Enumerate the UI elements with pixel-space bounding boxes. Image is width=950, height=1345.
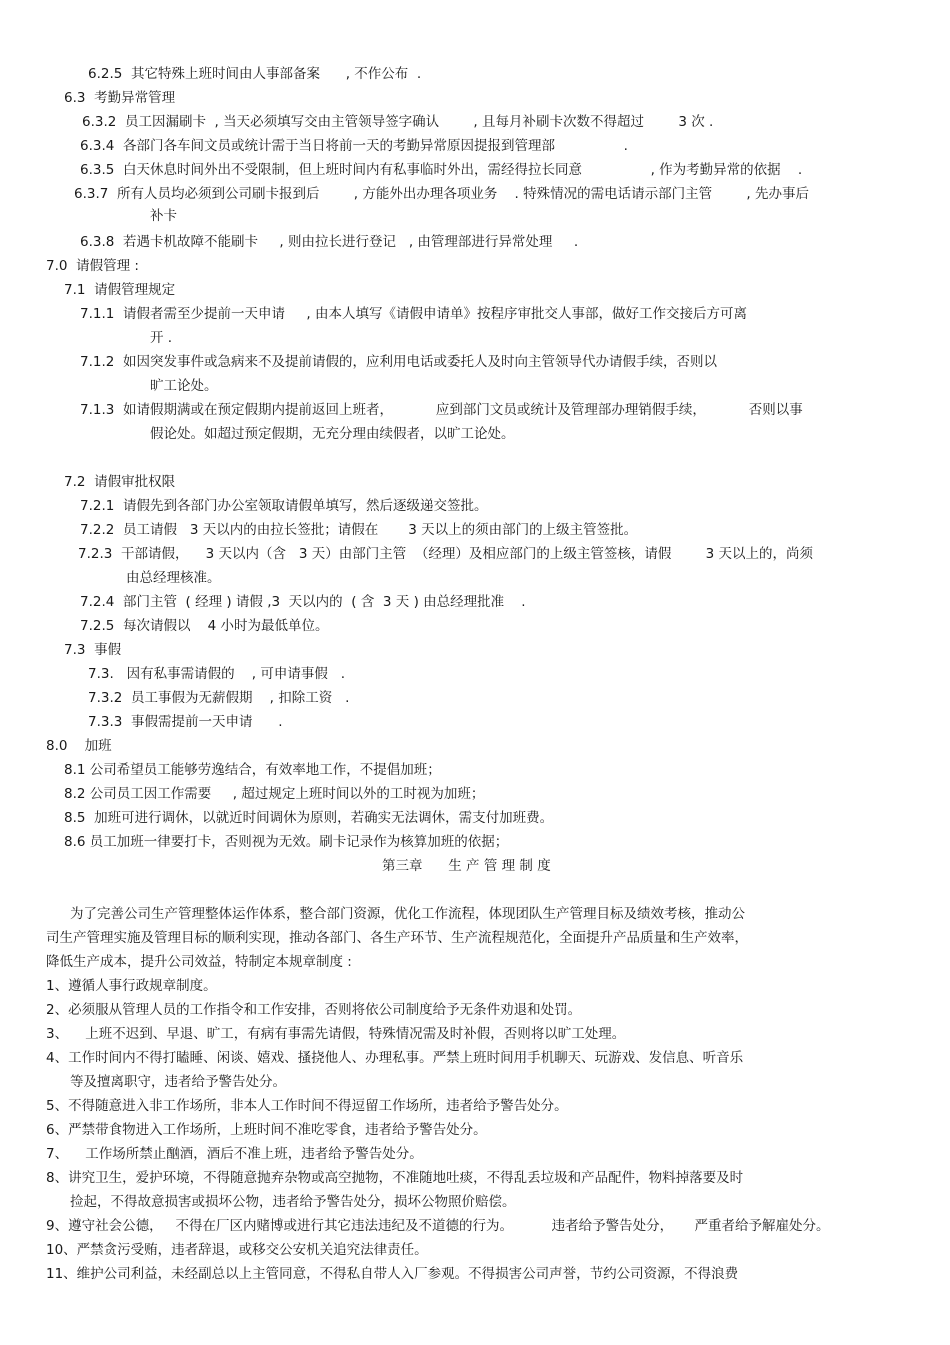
rule-4-cont	[70, 1073, 286, 1091]
paragraph-text: 为了完善公司生产管理整体运作体系，整合部门资源，优化工作流程，体现团队生产管理目标及绩效考核，推动公	[70, 906, 745, 922]
clause-7-3-2	[88, 689, 349, 707]
rule-text: 10、严禁贪污受贿，违者辞退，或移交公安机关追究法律责任。	[46, 1242, 428, 1258]
clause-6-3-8	[80, 233, 578, 251]
rule-9	[46, 1217, 830, 1235]
section-7-2	[64, 473, 175, 491]
clause-7-2-4	[80, 593, 526, 611]
clause-text: 请假先到各部门办公室领取请假单填写，然后逐级递交签批。	[114, 498, 488, 514]
clause-text: 员工因漏刷卡 , 当天必须填写交由主管领导签字确认 , 且每月补刷卡次数不得超过 3 次 .	[116, 114, 714, 130]
section-7-1	[64, 281, 175, 299]
chapter-title	[382, 857, 551, 875]
clause-number: 7.3	[64, 642, 86, 658]
paragraph-text: 降低生产成本，提升公司效益，特制定本规章制度 :	[46, 954, 352, 970]
paragraph-text: 司生产管理实施及管理目标的顺利实现，推动各部门、各生产环节、生产流程规范化，全面提升产品质量和生产效率，	[46, 930, 748, 946]
clause-7-1-3-cont	[150, 425, 515, 443]
rule-text: 6、严禁带食物进入工作场所，上班时间不准吃零食，违者给予警告处分。	[46, 1122, 487, 1138]
clause-text: 由总经理核准。	[126, 570, 221, 586]
clause-number: 7.2.4	[80, 594, 115, 610]
section-7-0	[46, 257, 139, 275]
clause-number: 8.2	[64, 786, 86, 802]
clause-number: 7.1.3	[80, 402, 115, 418]
clause-number: 6.3.5	[80, 162, 115, 178]
intro-line-2	[46, 929, 748, 947]
clause-number: 6.3.7	[74, 186, 109, 202]
rule-text: 5、不得随意进入非工作场所，非本人工作时间不得逗留工作场所，违者给予警告处分。	[46, 1098, 568, 1114]
clause-7-2-5	[80, 617, 329, 635]
clause-number: 6.3	[64, 90, 86, 106]
clause-text: 其它特殊上班时间由人事部备案 , 不作公布 .	[122, 66, 422, 82]
chapter-title-text: 第三章 生 产 管 理 制 度	[382, 858, 551, 874]
clause-text: 补卡	[150, 208, 177, 224]
rule-text: 7、 工作场所禁止酗酒，酒后不准上班，违者给予警告处分。	[46, 1146, 423, 1162]
clause-text: 旷工论处。	[150, 378, 218, 394]
clause-text: 事假	[85, 642, 122, 658]
rule-2	[46, 1001, 581, 1019]
clause-text: 公司希望员工能够劳逸结合，有效率地工作，不提倡加班；	[85, 762, 441, 778]
intro-line-3	[46, 953, 352, 971]
rule-text: 2、必须服从管理人员的工作指令和工作安排，否则将依公司制度给予无条件劝退和处罚。	[46, 1002, 582, 1018]
section-7-3	[64, 641, 121, 659]
clause-8-5	[64, 809, 553, 827]
section-8-0	[46, 737, 112, 755]
rule-8	[46, 1169, 743, 1187]
clause-7-1-1	[80, 305, 747, 323]
clause-7-2-2	[80, 521, 637, 539]
rule-text: 11、维护公司利益，未经副总以上主管同意，不得私自带人入厂参观。不得损害公司声誉，节约公司资源，不得浪费	[46, 1266, 739, 1282]
clause-number: 6.3.4	[80, 138, 115, 154]
clause-8-6	[64, 833, 508, 851]
clause-number: 8.5	[64, 810, 86, 826]
clause-number: 7.2.2	[80, 522, 115, 538]
clause-6-3-4	[80, 137, 628, 155]
rule-7	[46, 1145, 423, 1163]
clause-text: 员工请假 3 天以内的由拉长签批；请假在 3 天以上的须由部门的上级主管签批。	[114, 522, 638, 538]
clause-7-3-3	[88, 713, 282, 731]
clause-number: 8.1	[64, 762, 86, 778]
clause-text: 开 .	[150, 330, 173, 346]
clause-number: 7.2.5	[80, 618, 115, 634]
clause-number: 8.6	[64, 834, 86, 850]
rule-text: 捡起，不得故意损害或损坏公物，违者给予警告处分，损坏公物照价赔偿。	[70, 1194, 516, 1210]
clause-6-3-5	[80, 161, 802, 179]
clause-text: 部门主管 ( 经理 ) 请假 ,3 天以内的 ( 含 3 天 ) 由总经理批准 .	[114, 594, 526, 610]
intro-line-1	[70, 905, 745, 923]
clause-6-3-7-cont	[150, 207, 177, 225]
rule-text: 8、讲究卫生，爱护环境，不得随意抛弃杂物或高空抛物，不准随地吐痰，不得乱丢垃圾和产品配件，物料掉落要及时	[46, 1170, 744, 1186]
clause-text: 各部门各车间文员或统计需于当日将前一天的考勤异常原因提报到管理部 .	[114, 138, 628, 154]
section-6-3	[64, 89, 175, 107]
clause-text: 请假管理规定	[85, 282, 176, 298]
clause-7-1-3	[80, 401, 803, 419]
clause-6-2-5	[88, 65, 421, 83]
rule-text: 1、遵循人事行政规章制度。	[46, 978, 217, 994]
clause-text: 员工加班一律要打卡，否则视为无效。刷卡记录作为核算加班的依据；	[85, 834, 509, 850]
clause-number: 7.3.	[88, 666, 114, 682]
clause-number: 7.1.1	[80, 306, 115, 322]
clause-text: 请假者需至少提前一天申请 , 由本人填写《请假申请单》按程序审批交人事部，做好工作交接后方可离	[114, 306, 747, 322]
clause-text: 如请假期满或在预定假期内提前返回上班者， 应到部门文员或统计及管理部办理销假手续， 否则以事	[114, 402, 803, 418]
clause-8-1	[64, 761, 441, 779]
clause-number: 8.0	[46, 738, 68, 754]
rule-5	[46, 1097, 568, 1115]
clause-number: 7.2.1	[80, 498, 115, 514]
clause-text: 若遇卡机故障不能刷卡 , 则由拉长进行登记 , 由管理部进行异常处理 .	[114, 234, 579, 250]
clause-number: 6.3.8	[80, 234, 115, 250]
clause-number: 7.3.3	[88, 714, 123, 730]
clause-text: 干部请假， 3 天以内（含 3 天）由部门主管 （经理）及相应部门的上级主管签核，请假 3 天以上的，尚须	[112, 546, 814, 562]
clause-text: 事假需提前一天申请 .	[122, 714, 283, 730]
clause-7-3-1	[88, 665, 345, 683]
clause-6-3-7	[74, 185, 809, 203]
clause-text: 白天休息时间外出不受限制，但上班时间内有私事临时外出，需经得拉长同意 , 作为考勤异常的依据 .	[114, 162, 803, 178]
clause-7-1-2	[80, 353, 717, 371]
clause-number: 7.3.2	[88, 690, 123, 706]
clause-text: 加班可进行调休，以就近时间调休为原则，若确实无法调休，需支付加班费。	[85, 810, 554, 826]
rule-6	[46, 1121, 487, 1139]
rule-10	[46, 1241, 428, 1259]
rule-text: 4、工作时间内不得打瞌睡、闲谈、嬉戏、搔挠他人、办理私事。严禁上班时间用手机聊天、玩游戏、发信息、听音乐	[46, 1050, 744, 1066]
rule-text: 9、遵守社会公德， 不得在厂区内赌博或进行其它违法违纪及不道德的行为。 违者给予警告处分， 严重者给予解雇处分。	[46, 1218, 830, 1234]
rule-text: 等及擅离职守，违者给予警告处分。	[70, 1074, 286, 1090]
clause-7-1-2-cont	[150, 377, 218, 395]
clause-number: 7.2.3	[78, 546, 113, 562]
clause-text: 因有私事需请假的 , 可申请事假 .	[113, 666, 346, 682]
clause-number: 6.3.2	[82, 114, 117, 130]
clause-text: 加班	[67, 738, 112, 754]
clause-text: 请假审批权限	[85, 474, 176, 490]
clause-number: 7.0	[46, 258, 68, 274]
clause-6-3-2	[82, 113, 713, 131]
clause-7-2-3	[78, 545, 813, 563]
clause-number: 6.2.5	[88, 66, 123, 82]
rule-11	[46, 1265, 738, 1283]
rule-4	[46, 1049, 743, 1067]
clause-number: 7.2	[64, 474, 86, 490]
clause-text: 公司员工因工作需要 , 超过规定上班时间以外的工时视为加班；	[85, 786, 485, 802]
clause-text: 员工事假为无薪假期 , 扣除工资 .	[122, 690, 350, 706]
clause-text: 所有人员均必须到公司刷卡报到后 , 方能外出办理各项业务 . 特殊情况的需电话请示部门主管 , 先办事后	[108, 186, 810, 202]
rule-3	[46, 1025, 625, 1043]
clause-8-2	[64, 785, 484, 803]
clause-7-2-3-cont	[126, 569, 221, 587]
clause-text: 请假管理 :	[67, 258, 139, 274]
clause-text: 假论处。如超过预定假期，无充分理由续假者，以旷工论处。	[150, 426, 515, 442]
clause-text: 每次请假以 4 小时为最低单位。	[114, 618, 329, 634]
rule-8-cont	[70, 1193, 516, 1211]
clause-number: 7.1	[64, 282, 86, 298]
clause-7-2-1	[80, 497, 487, 515]
clause-text: 考勤异常管理	[85, 90, 176, 106]
rule-1	[46, 977, 217, 995]
clause-number: 7.1.2	[80, 354, 115, 370]
clause-7-1-1-cont	[150, 329, 172, 347]
clause-text: 如因突发事件或急病来不及提前请假的，应利用电话或委托人及时向主管领导代办请假手续，否则以	[114, 354, 717, 370]
rule-text: 3、 上班不迟到、早退、旷工，有病有事需先请假，特殊情况需及时补假，否则将以旷工处理。	[46, 1026, 626, 1042]
